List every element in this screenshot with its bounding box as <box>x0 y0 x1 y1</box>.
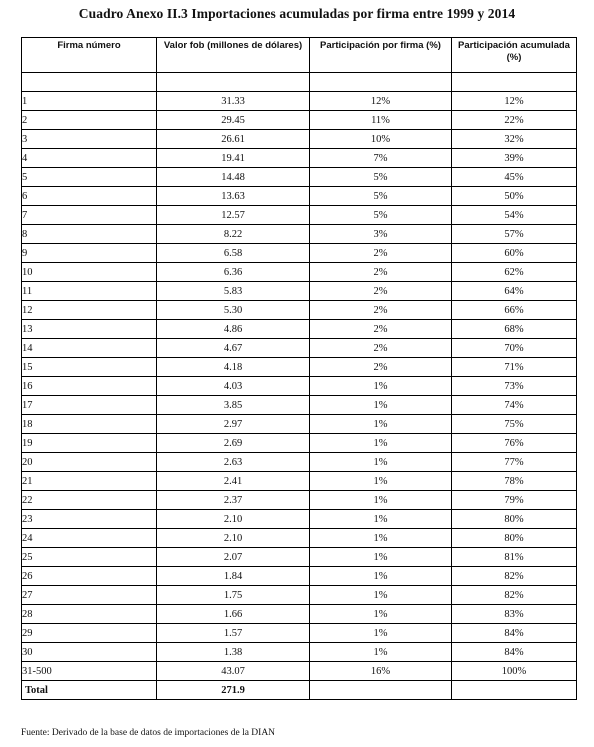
cell-participacion: 11% <box>310 111 452 130</box>
header-acumulada: Participación acumulada (%) <box>452 38 577 73</box>
cell-firma: 30 <box>22 643 157 662</box>
cell-valor: 2.10 <box>157 510 310 529</box>
cell-valor: 4.03 <box>157 377 310 396</box>
cell-participacion: 2% <box>310 301 452 320</box>
cell-participacion: 2% <box>310 339 452 358</box>
cell-firma: 2 <box>22 111 157 130</box>
cell-firma: 6 <box>22 187 157 206</box>
cell-firma: 25 <box>22 548 157 567</box>
cell-participacion: 5% <box>310 206 452 225</box>
cell-participacion: 12% <box>310 92 452 111</box>
cell-firma: 10 <box>22 263 157 282</box>
cell-valor: 1.75 <box>157 586 310 605</box>
cell-valor: 12.57 <box>157 206 310 225</box>
cell-firma: 28 <box>22 605 157 624</box>
table-row <box>22 168 577 187</box>
table-row <box>22 244 577 263</box>
table-row <box>22 491 577 510</box>
table-row <box>22 605 577 624</box>
cell-firma: 11 <box>22 282 157 301</box>
cell-valor: 3.85 <box>157 396 310 415</box>
empty-cell <box>452 73 577 92</box>
cell-valor: 2.97 <box>157 415 310 434</box>
cell-acumulada: 84% <box>452 624 577 643</box>
cell-firma: 21 <box>22 472 157 491</box>
cell-acumulada: 82% <box>452 586 577 605</box>
cell-participacion: 1% <box>310 434 452 453</box>
table-row <box>22 510 577 529</box>
cell-participacion: 1% <box>310 491 452 510</box>
cell-firma: 20 <box>22 453 157 472</box>
cell-acumulada: 50% <box>452 187 577 206</box>
cell-acumulada: 32% <box>452 130 577 149</box>
cell-acumulada: 68% <box>452 320 577 339</box>
cell-firma: 26 <box>22 567 157 586</box>
cell-participacion: 1% <box>310 586 452 605</box>
cell-acumulada: 74% <box>452 396 577 415</box>
total-acumulada <box>452 681 577 700</box>
table-row <box>22 358 577 377</box>
cell-firma: 31-500 <box>22 662 157 681</box>
cell-valor: 1.66 <box>157 605 310 624</box>
table-row <box>22 624 577 643</box>
cell-acumulada: 62% <box>452 263 577 282</box>
table-row <box>22 434 577 453</box>
cell-acumulada: 66% <box>452 301 577 320</box>
cell-participacion: 1% <box>310 510 452 529</box>
cell-valor: 14.48 <box>157 168 310 187</box>
cell-valor: 1.38 <box>157 643 310 662</box>
cell-firma: 22 <box>22 491 157 510</box>
header-row <box>22 38 577 73</box>
cell-acumulada: 77% <box>452 453 577 472</box>
table-row <box>22 111 577 130</box>
cell-participacion: 1% <box>310 472 452 491</box>
cell-participacion: 5% <box>310 187 452 206</box>
cell-acumulada: 12% <box>452 92 577 111</box>
cell-acumulada: 81% <box>452 548 577 567</box>
cell-participacion: 2% <box>310 263 452 282</box>
cell-firma: 17 <box>22 396 157 415</box>
cell-firma: 23 <box>22 510 157 529</box>
table-row <box>22 548 577 567</box>
cell-firma: 9 <box>22 244 157 263</box>
cell-acumulada: 100% <box>452 662 577 681</box>
cell-firma: 29 <box>22 624 157 643</box>
cell-valor: 19.41 <box>157 149 310 168</box>
total-valor: 271.9 <box>157 681 310 700</box>
table-title: Cuadro Anexo II.3 Importaciones acumuladas por firma entre 1999 y 2014 <box>78 6 516 21</box>
cell-participacion: 1% <box>310 529 452 548</box>
cell-firma: 19 <box>22 434 157 453</box>
table-row <box>22 396 577 415</box>
cell-participacion: 1% <box>310 377 452 396</box>
table-row <box>22 586 577 605</box>
cell-acumulada: 78% <box>452 472 577 491</box>
cell-firma: 27 <box>22 586 157 605</box>
cell-valor: 8.22 <box>157 225 310 244</box>
cell-firma: 5 <box>22 168 157 187</box>
cell-acumulada: 39% <box>452 149 577 168</box>
cell-acumulada: 73% <box>452 377 577 396</box>
empty-cell <box>310 73 452 92</box>
cell-valor: 6.58 <box>157 244 310 263</box>
imports-table <box>21 37 577 700</box>
empty-row <box>22 73 577 92</box>
cell-acumulada: 80% <box>452 510 577 529</box>
table-row <box>22 282 577 301</box>
cell-valor: 1.57 <box>157 624 310 643</box>
cell-acumulada: 45% <box>452 168 577 187</box>
cell-firma: 24 <box>22 529 157 548</box>
cell-valor: 1.84 <box>157 567 310 586</box>
cell-firma: 13 <box>22 320 157 339</box>
cell-acumulada: 84% <box>452 643 577 662</box>
cell-participacion: 3% <box>310 225 452 244</box>
cell-valor: 4.67 <box>157 339 310 358</box>
cell-valor: 2.10 <box>157 529 310 548</box>
cell-firma: 3 <box>22 130 157 149</box>
table-row <box>22 453 577 472</box>
table-row <box>22 339 577 358</box>
cell-participacion: 1% <box>310 453 452 472</box>
cell-acumulada: 75% <box>452 415 577 434</box>
cell-acumulada: 71% <box>452 358 577 377</box>
cell-participacion: 1% <box>310 548 452 567</box>
header-participacion: Participación por firma (%) <box>310 38 452 73</box>
table-row <box>22 225 577 244</box>
cell-valor: 2.37 <box>157 491 310 510</box>
cell-valor: 13.63 <box>157 187 310 206</box>
header-valor: Valor fob (millones de dólares) <box>157 38 310 73</box>
cell-participacion: 2% <box>310 320 452 339</box>
cell-participacion: 2% <box>310 358 452 377</box>
table-row <box>22 567 577 586</box>
table-row <box>22 263 577 282</box>
cell-acumulada: 60% <box>452 244 577 263</box>
cell-acumulada: 54% <box>452 206 577 225</box>
table-row <box>22 472 577 491</box>
cell-firma: 18 <box>22 415 157 434</box>
table-row <box>22 301 577 320</box>
cell-valor: 31.33 <box>157 92 310 111</box>
total-row <box>22 681 577 700</box>
cell-firma: 14 <box>22 339 157 358</box>
cell-acumulada: 76% <box>452 434 577 453</box>
cell-valor: 43.07 <box>157 662 310 681</box>
cell-participacion: 2% <box>310 244 452 263</box>
cell-participacion: 1% <box>310 643 452 662</box>
cell-firma: 15 <box>22 358 157 377</box>
total-label: Total <box>22 681 157 700</box>
cell-participacion: 1% <box>310 396 452 415</box>
cell-acumulada: 80% <box>452 529 577 548</box>
table-row <box>22 320 577 339</box>
table-row <box>22 529 577 548</box>
cell-participacion: 1% <box>310 567 452 586</box>
cell-firma: 12 <box>22 301 157 320</box>
cell-acumulada: 70% <box>452 339 577 358</box>
cell-participacion: 1% <box>310 605 452 624</box>
table-row <box>22 377 577 396</box>
cell-valor: 2.69 <box>157 434 310 453</box>
cell-valor: 2.41 <box>157 472 310 491</box>
cell-participacion: 1% <box>310 624 452 643</box>
header-firma: Firma número <box>22 38 157 73</box>
cell-valor: 29.45 <box>157 111 310 130</box>
cell-acumulada: 22% <box>452 111 577 130</box>
cell-acumulada: 64% <box>452 282 577 301</box>
table-row <box>22 643 577 662</box>
cell-acumulada: 83% <box>452 605 577 624</box>
empty-cell <box>22 73 157 92</box>
cell-firma: 16 <box>22 377 157 396</box>
cell-valor: 4.18 <box>157 358 310 377</box>
cell-valor: 2.07 <box>157 548 310 567</box>
cell-participacion: 16% <box>310 662 452 681</box>
cell-acumulada: 82% <box>452 567 577 586</box>
cell-acumulada: 79% <box>452 491 577 510</box>
source-note: Fuente: Derivado de la base de datos de importaciones de la DIAN <box>21 728 276 738</box>
cell-valor: 5.30 <box>157 301 310 320</box>
cell-firma: 8 <box>22 225 157 244</box>
table-body <box>22 73 577 681</box>
table-row <box>22 206 577 225</box>
table-row <box>22 415 577 434</box>
table-row <box>22 662 577 681</box>
cell-firma: 4 <box>22 149 157 168</box>
cell-valor: 6.36 <box>157 263 310 282</box>
empty-cell <box>157 73 310 92</box>
cell-participacion: 2% <box>310 282 452 301</box>
total-participacion <box>310 681 452 700</box>
table-row <box>22 187 577 206</box>
cell-participacion: 1% <box>310 415 452 434</box>
table-row <box>22 92 577 111</box>
cell-participacion: 7% <box>310 149 452 168</box>
cell-participacion: 10% <box>310 130 452 149</box>
table-row <box>22 149 577 168</box>
cell-valor: 5.83 <box>157 282 310 301</box>
cell-participacion: 5% <box>310 168 452 187</box>
cell-valor: 26.61 <box>157 130 310 149</box>
cell-valor: 2.63 <box>157 453 310 472</box>
cell-acumulada: 57% <box>452 225 577 244</box>
cell-firma: 1 <box>22 92 157 111</box>
table-row <box>22 130 577 149</box>
cell-firma: 7 <box>22 206 157 225</box>
cell-valor: 4.86 <box>157 320 310 339</box>
